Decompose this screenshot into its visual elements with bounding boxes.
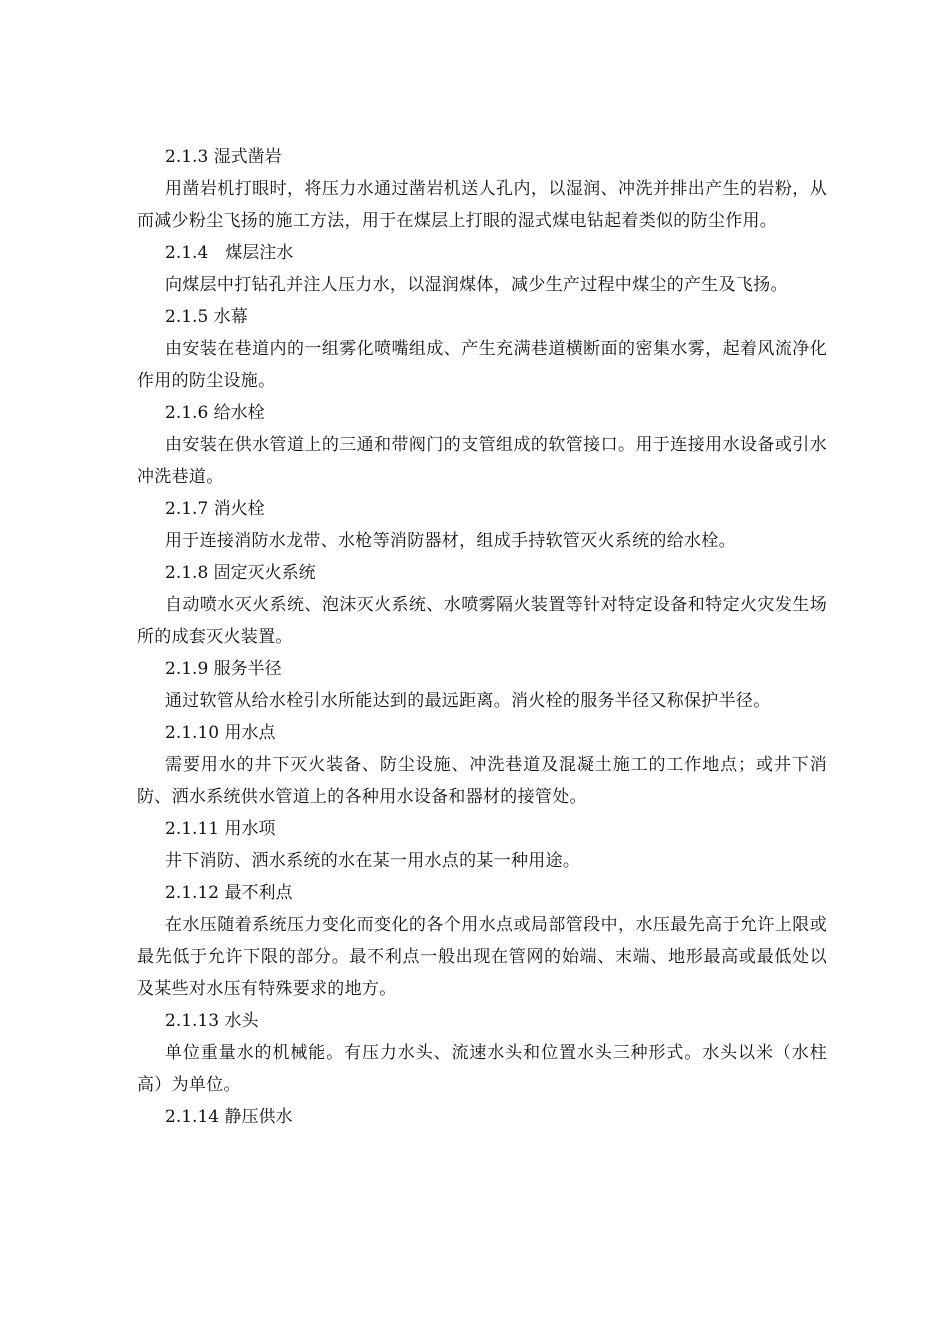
section-heading: 2.1.9 服务半径 [165, 659, 282, 679]
section-heading: 2.1.12 最不利点 [165, 883, 293, 903]
section-heading: 2.1.13 水头 [165, 1011, 259, 1031]
section-heading: 2.1.6 给水栓 [165, 403, 265, 423]
section-heading: 2.1.5 水幕 [165, 307, 248, 327]
section-heading: 2.1.11 用水项 [165, 819, 276, 839]
section-paragraph: 通过软管从给水栓引水所能达到的最远距离。消火栓的服务半径又称保护半径。 [165, 691, 771, 711]
section-paragraph: 用于连接消防水龙带、水枪等消防器材，组成手持软管灭火系统的给水栓。 [165, 531, 736, 551]
section-heading: 2.1.3 湿式凿岩 [165, 147, 282, 167]
section-heading: 2.1.7 消火栓 [165, 499, 265, 519]
section-paragraph: 单位重量水的机械能。有压力水头、流速水头和位置水头三种形式。水头以米（水柱高）为单位。 [137, 1043, 827, 1095]
section-heading: 2.1.4 煤层注水 [165, 243, 294, 263]
section-paragraph: 由安装在巷道内的一组雾化喷嘴组成、产生充满巷道横断面的密集水雾，起着风流净化作用的防尘设施。 [137, 339, 827, 391]
section-paragraph: 用凿岩机打眼时，将压力水通过凿岩机送人孔内，以湿润、冲洗并排出产生的岩粉，从而减少粉尘飞扬的施工方法，用于在煤层上打眼的湿式煤电钻起着类似的防尘作用。 [137, 179, 827, 231]
document-body [137, 141, 827, 1133]
section-heading: 2.1.8 固定灭火系统 [165, 563, 316, 583]
section-paragraph: 井下消防、洒水系统的水在某一用水点的某一种用途。 [165, 851, 581, 871]
section-heading: 2.1.14 静压供水 [165, 1107, 293, 1127]
section-heading: 2.1.10 用水点 [165, 723, 276, 743]
section-paragraph: 在水压随着系统压力变化而变化的各个用水点或局部管段中，水压最先高于允许上限或最先低于允许下限的部分。最不利点一般出现在管网的始端、末端、地形最高或最低处以及某些对水压有特殊要求的地方。 [137, 915, 827, 999]
section-paragraph: 由安装在供水管道上的三通和带阀门的支管组成的软管接口。用于连接用水设备或引水冲洗巷道。 [137, 435, 827, 487]
section-paragraph: 向煤层中打钻孔并注人压力水，以湿润煤体，减少生产过程中煤尘的产生及飞扬。 [165, 275, 788, 295]
section-paragraph: 需要用水的井下灭火装备、防尘设施、冲洗巷道及混凝土施工的工作地点；或井下消防、洒水系统供水管道上的各种用水设备和器材的接管处。 [137, 755, 827, 807]
section-paragraph: 自动喷水灭火系统、泡沫灭火系统、水喷雾隔火装置等针对特定设备和特定火灾发生场所的成套灭火装置。 [137, 595, 827, 647]
